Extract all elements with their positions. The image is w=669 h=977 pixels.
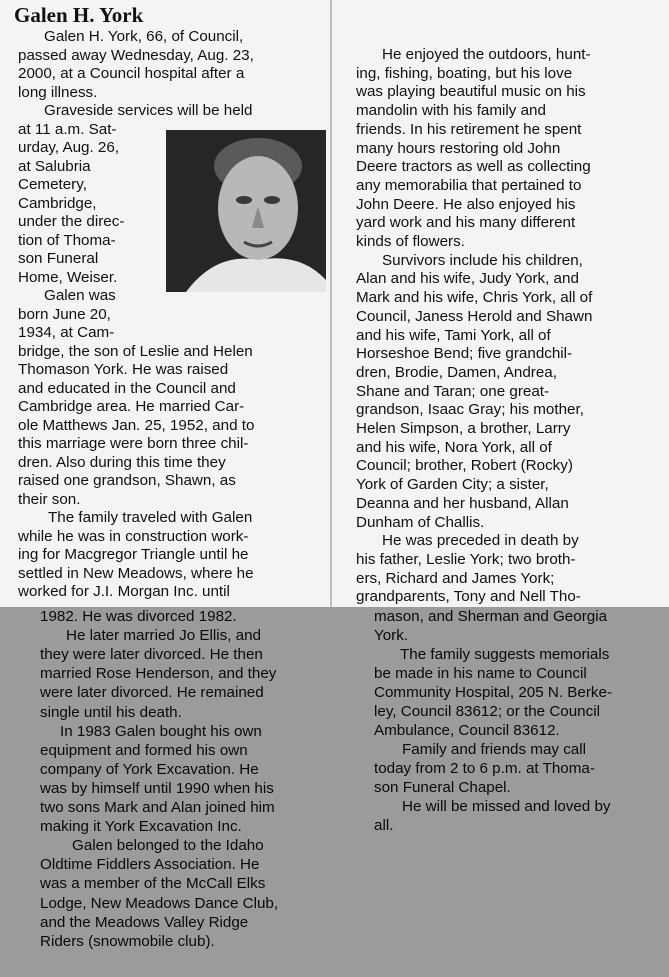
text-line: at Salubria (18, 157, 91, 175)
text-line: ole Matthews Jan. 25, 1952, and to (18, 416, 255, 434)
text-line: Deere tractors as well as collecting (356, 158, 591, 176)
text-line: The family traveled with Galen (48, 509, 253, 526)
text-line: Oldtime Fiddlers Association. He (40, 856, 260, 874)
text-line: Helen Simpson, a brother, Larry (356, 420, 571, 437)
text-line: Home, Weiser. (18, 268, 118, 286)
text-line: He was preceded in death by (382, 532, 579, 550)
text-line: were later divorced. He remained (40, 684, 264, 702)
text-line: bridge, the son of Leslie and Helen (18, 342, 253, 360)
text-line: married Rose Henderson, and they (40, 665, 277, 683)
text-line: two sons Mark and Alan joined him (40, 799, 275, 816)
text-line: He enjoyed the outdoors, hunt- (382, 46, 591, 63)
text-line: kinds of flowers. (356, 233, 465, 250)
text-line: worked for J.I. Morgan Inc. until (18, 583, 230, 600)
text-line: Survivors include his children, (382, 251, 583, 269)
text-line: Alan and his wife, Judy York, and (356, 270, 579, 288)
text-line: today from 2 to 6 p.m. at Thoma- (374, 760, 595, 777)
text-line: yard work and his many different (356, 214, 576, 232)
text-line: and educated in the Council and (18, 379, 236, 397)
text-line: He later married Jo Ellis, and (66, 627, 261, 645)
text-line: Riders (snowmobile club). (40, 932, 215, 950)
text-line: under the direc- (18, 213, 125, 230)
text-line: Deanna and her husband, Allan (356, 494, 569, 512)
text-line: Galen H. York, 66, of Council, (44, 28, 244, 45)
text-line: born June 20, (18, 305, 111, 323)
text-line: Community Hospital, 205 N. Berke- (374, 684, 613, 701)
column-gutter-rule (330, 0, 332, 607)
text-line: single until his death. (40, 703, 182, 721)
text-line: Mark and his wife, Chris York, all of (356, 289, 593, 307)
portrait-photo (166, 130, 326, 292)
text-line: Dunham of Challis. (356, 513, 485, 531)
text-line: Galen was (44, 287, 116, 304)
text-line: Lodge, New Meadows Dance Club, (40, 894, 279, 912)
text-line: be made in his name to Council (374, 665, 587, 682)
text-line: mandolin with his family and (356, 102, 546, 120)
text-line: company of York Excavation. He (40, 760, 259, 778)
text-line: grandson, Isaac Gray; his mother, (356, 401, 584, 419)
text-line: equipment and formed his own (40, 741, 248, 759)
text-line: and his wife, Nora York, all of (356, 438, 552, 456)
text-line: son Funeral (18, 250, 99, 267)
text-line: Galen belonged to the Idaho (72, 837, 264, 855)
text-line: York of Garden City; a sister, (356, 476, 549, 494)
text-line: their son. (18, 490, 81, 508)
text-line: dren, Brodie, Damen, Andrea, (356, 363, 557, 381)
text-line: was a member of the McCall Elks (40, 875, 266, 893)
text-line: raised one grandson, Shawn, as (18, 472, 236, 489)
text-line: He will be missed and loved by (402, 798, 611, 815)
text-line: was by himself until 1990 when his (40, 779, 274, 797)
text-line: dren. Also during this time they (18, 453, 226, 471)
text-line: ley, Council 83612; or the Council (374, 703, 600, 720)
text-line: urday, Aug. 26, (18, 139, 120, 156)
text-line: Thomason York. He was raised (18, 361, 229, 378)
text-line: grandparents, Tony and Nell Tho- (356, 588, 581, 606)
text-line: his father, Leslie York; two broth- (356, 550, 576, 568)
text-line: this marriage were born three chil- (18, 435, 249, 452)
text-line: Council, Janess Herold and Shawn (356, 307, 593, 325)
obituary-headline: Galen H. York (14, 3, 144, 27)
text-line: Cambridge area. He married Car- (18, 398, 245, 415)
text-line: at 11 a.m. Sat- (18, 120, 117, 138)
text-line: York. (374, 627, 409, 644)
text-line: Council; brother, Robert (Rocky) (356, 457, 573, 475)
text-line: making it York Excavation Inc. (40, 818, 242, 836)
text-line: 2000, at a Council hospital after a (18, 65, 245, 82)
portrait-image (166, 130, 326, 292)
text-line: passed away Wednesday, Aug. 23, (18, 46, 254, 64)
text-line: while he was in construction work- (18, 527, 249, 545)
text-line: was playing beautiful music on his (356, 83, 586, 101)
text-line: ers, Richard and James York; (356, 569, 555, 587)
text-line: Cambridge, (18, 194, 97, 212)
text-line: settled in New Meadows, where he (18, 564, 254, 582)
text-line: son Funeral Chapel. (374, 779, 511, 796)
text-line: they were later divorced. He then (40, 646, 263, 664)
text-line: Graveside services will be held (44, 102, 253, 119)
text-line: all. (374, 817, 394, 834)
text-line: In 1983 Galen bought his own (60, 722, 262, 740)
text-line: many hours restoring old John (356, 139, 561, 157)
text-line: and his wife, Tami York, all of (356, 326, 551, 344)
text-line: any memorabilia that pertained to (356, 176, 582, 194)
text-line: and the Meadows Valley Ridge (40, 913, 249, 931)
text-line: Family and friends may call (402, 741, 587, 758)
text-line: Shane and Taran; one great- (356, 382, 550, 400)
text-line: ing for Macgregor Triangle until he (18, 546, 249, 563)
text-line: friends. In his retirement he spent (356, 120, 582, 138)
text-line: Horseshoe Bend; five grandchil- (356, 345, 573, 363)
text-line: tion of Thoma- (18, 231, 116, 249)
text-line: long illness. (18, 83, 98, 101)
text-line: ing, fishing, boating, but his love (356, 64, 573, 82)
text-line: mason, and Sherman and Georgia (374, 608, 608, 625)
text-line: 1934, at Cam- (18, 324, 115, 341)
text-line: John Deere. He also enjoyed his (356, 195, 576, 213)
text-line: Cemetery, (18, 176, 87, 193)
text-line: The family suggests memorials (400, 646, 610, 663)
text-line: Ambulance, Council 83612. (374, 722, 560, 739)
text-line: 1982. He was divorced 1982. (40, 608, 237, 625)
